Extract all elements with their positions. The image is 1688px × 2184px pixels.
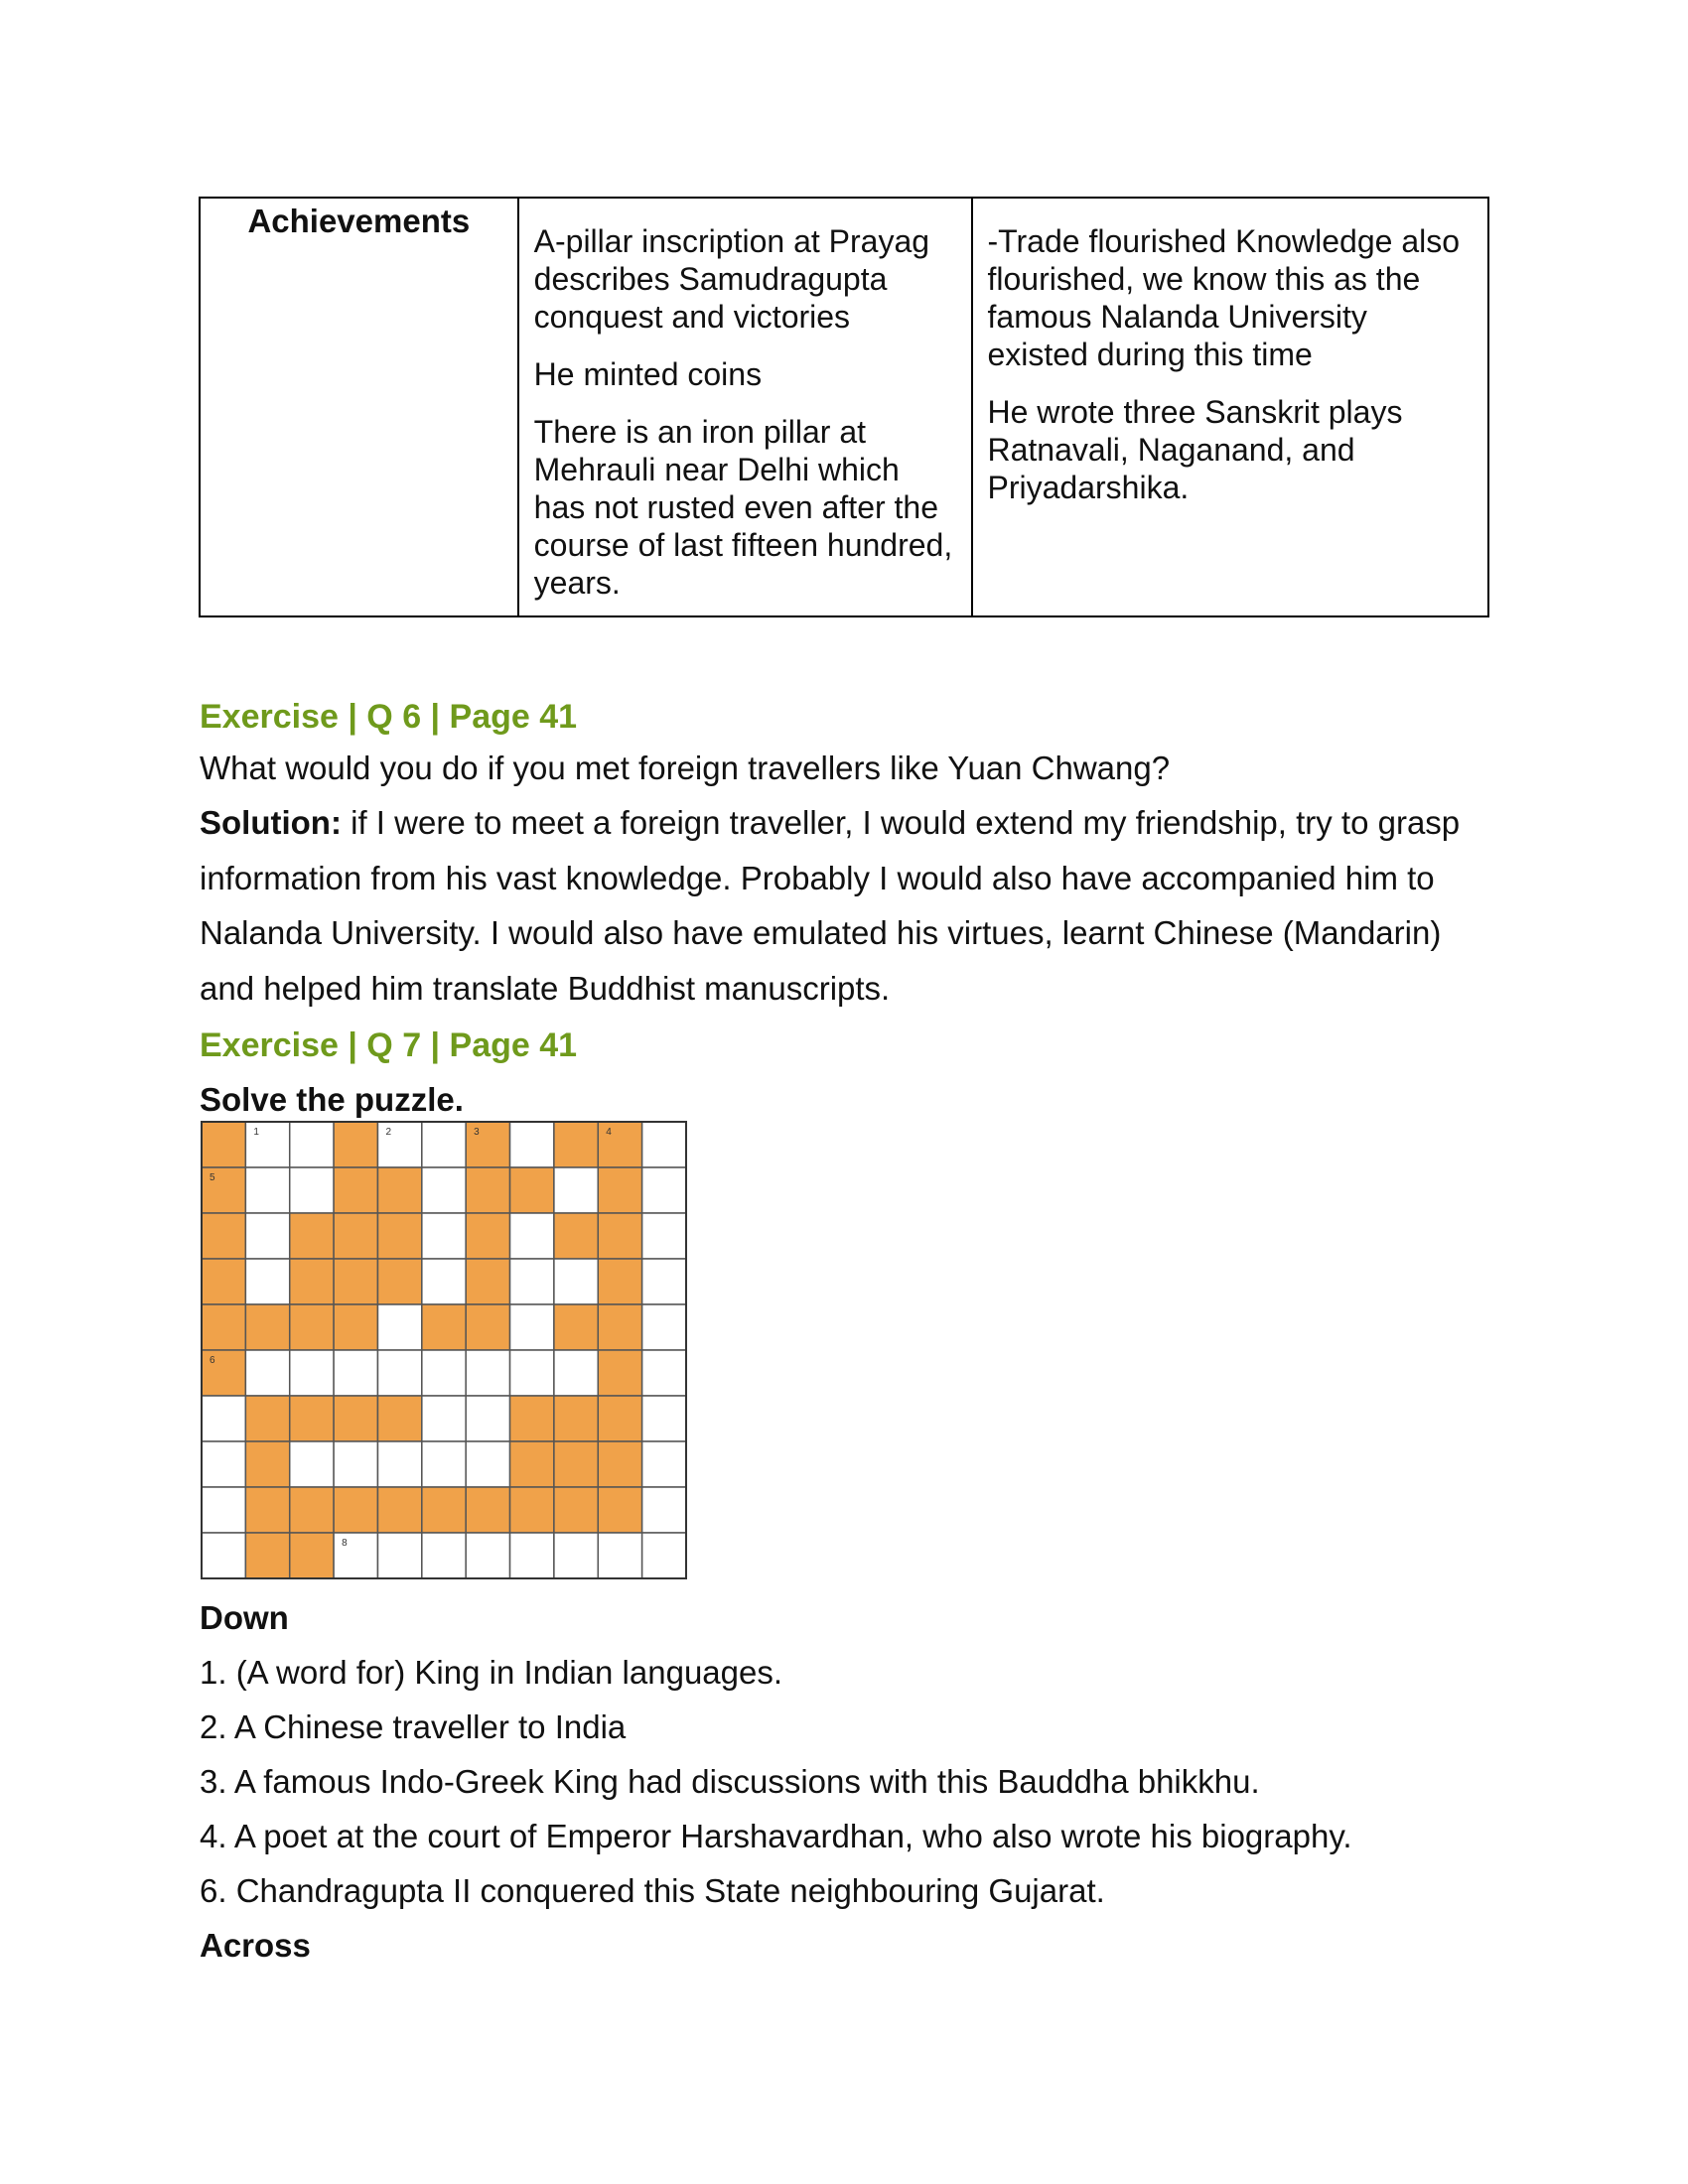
empty-cell [422, 1533, 466, 1578]
empty-cell [554, 1259, 598, 1304]
filled-cell [290, 1259, 334, 1304]
empty-cell [466, 1396, 509, 1441]
empty-cell [642, 1167, 686, 1213]
empty-cell [245, 1350, 289, 1396]
filled-cell [377, 1259, 421, 1304]
empty-cell [245, 1213, 289, 1259]
empty-cell [422, 1396, 466, 1441]
filled-cell [334, 1167, 377, 1213]
clue-number: 5 [210, 1172, 215, 1183]
harshavardhana-cell [972, 198, 1489, 616]
empty-cell [466, 1441, 509, 1487]
filled-cell [466, 1304, 509, 1350]
filled-cell [510, 1487, 554, 1533]
empty-cell [290, 1122, 334, 1167]
empty-cell [290, 1167, 334, 1213]
filled-cell [245, 1533, 289, 1578]
filled-cell [598, 1259, 641, 1304]
across-heading: Across [200, 1927, 311, 1964]
empty-cell [642, 1213, 686, 1259]
empty-cell [202, 1441, 245, 1487]
clue-number: 3 [474, 1127, 480, 1138]
filled-cell [466, 1167, 509, 1213]
filled-cell [554, 1122, 598, 1167]
filled-cell [202, 1350, 245, 1396]
filled-cell [377, 1487, 421, 1533]
empty-cell [245, 1122, 289, 1167]
row-label: Achievements [247, 203, 471, 239]
q7-heading: Exercise | Q 7 | Page 41 [200, 1026, 578, 1064]
filled-cell [554, 1441, 598, 1487]
down-clue: 6. Chandragupta II conquered this State neighbouring Gujarat. [200, 1872, 1105, 1909]
empty-cell [510, 1350, 554, 1396]
empty-cell [202, 1396, 245, 1441]
empty-cell [554, 1167, 598, 1213]
cell-paragraph: He minted coins [533, 356, 763, 392]
filled-cell [334, 1259, 377, 1304]
empty-cell [642, 1396, 686, 1441]
filled-cell [466, 1259, 509, 1304]
empty-cell [202, 1487, 245, 1533]
filled-cell [510, 1441, 554, 1487]
crossword-grid [201, 1121, 687, 1579]
empty-cell [642, 1122, 686, 1167]
clue-number: 6 [210, 1355, 215, 1366]
q6-question: What would you do if you met foreign travellers like Yuan Chwang? [200, 750, 1171, 786]
q6-solution [200, 795, 1500, 1016]
empty-cell [642, 1441, 686, 1487]
down-clue: 1. (A word for) King in Indian languages. [200, 1654, 783, 1691]
crossword-puzzle [201, 1121, 687, 1579]
filled-cell [377, 1396, 421, 1441]
empty-cell [422, 1167, 466, 1213]
filled-cell [334, 1213, 377, 1259]
down-heading: Down [200, 1599, 289, 1636]
achievements-table-grid [199, 197, 1489, 617]
down-clue: 3. A famous Indo-Greek King had discussions with this Bauddha bhikkhu. [200, 1763, 1260, 1800]
filled-cell [598, 1167, 641, 1213]
empty-cell [510, 1122, 554, 1167]
empty-cell [510, 1213, 554, 1259]
filled-cell [554, 1396, 598, 1441]
cell-paragraph: There is an iron pillar at Mehrauli near Delhi which has not rusted even after the course of last fifteen hundred, years. [533, 414, 953, 601]
filled-cell [290, 1487, 334, 1533]
filled-cell [466, 1213, 509, 1259]
filled-cell [245, 1304, 289, 1350]
empty-cell [334, 1441, 377, 1487]
filled-cell [334, 1122, 377, 1167]
puzzle-instruction: Solve the puzzle. [200, 1081, 464, 1118]
filled-cell [377, 1167, 421, 1213]
filled-cell [290, 1396, 334, 1441]
row-label-cell [200, 198, 518, 616]
empty-cell [510, 1259, 554, 1304]
samudragupta-cell [518, 198, 972, 616]
empty-cell [334, 1350, 377, 1396]
filled-cell [422, 1304, 466, 1350]
filled-cell [245, 1487, 289, 1533]
empty-cell [642, 1350, 686, 1396]
filled-cell [554, 1304, 598, 1350]
empty-cell [554, 1533, 598, 1578]
filled-cell [202, 1167, 245, 1213]
filled-cell [334, 1396, 377, 1441]
filled-cell [245, 1441, 289, 1487]
filled-cell [598, 1350, 641, 1396]
empty-cell [642, 1304, 686, 1350]
filled-cell [202, 1213, 245, 1259]
filled-cell [202, 1304, 245, 1350]
empty-cell [642, 1487, 686, 1533]
empty-cell [290, 1441, 334, 1487]
filled-cell [202, 1259, 245, 1304]
filled-cell [290, 1533, 334, 1578]
filled-cell [598, 1441, 641, 1487]
filled-cell [598, 1396, 641, 1441]
clue-number: 2 [385, 1127, 392, 1138]
cell-paragraph: He wrote three Sanskrit plays Ratnavali, Naganand, and Priyadarshika. [987, 394, 1403, 505]
empty-cell [598, 1533, 641, 1578]
empty-cell [202, 1533, 245, 1578]
empty-cell [377, 1441, 421, 1487]
empty-cell [422, 1259, 466, 1304]
empty-cell [422, 1122, 466, 1167]
filled-cell [510, 1167, 554, 1213]
filled-cell [554, 1213, 598, 1259]
empty-cell [466, 1350, 509, 1396]
filled-cell [290, 1213, 334, 1259]
filled-cell [554, 1487, 598, 1533]
empty-cell [510, 1533, 554, 1578]
filled-cell [245, 1396, 289, 1441]
empty-cell [245, 1167, 289, 1213]
filled-cell [202, 1122, 245, 1167]
filled-cell [334, 1487, 377, 1533]
filled-cell [334, 1304, 377, 1350]
filled-cell [598, 1487, 641, 1533]
empty-cell [290, 1350, 334, 1396]
filled-cell [290, 1304, 334, 1350]
empty-cell [642, 1533, 686, 1578]
filled-cell [598, 1304, 641, 1350]
empty-cell [554, 1350, 598, 1396]
solution-text: if I were to meet a foreign traveller, I would extend my friendship, try to grasp information from his vast knowledge. Probably I would also have accompanied him to Nalanda University. I would also have emulated his virtues, learnt Chinese (Mandarin) and helped him translate Buddhist manuscripts. [200, 804, 1461, 1007]
solution-label: Solution: [200, 804, 342, 841]
down-clue: 4. A poet at the court of Emperor Harshavardhan, who also wrote his biography. [200, 1818, 1352, 1854]
table-row [200, 198, 1488, 616]
empty-cell [642, 1259, 686, 1304]
cell-paragraph: A-pillar inscription at Prayag describes Samudragupta conquest and victories [533, 223, 930, 335]
empty-cell [377, 1350, 421, 1396]
filled-cell [466, 1487, 509, 1533]
empty-cell [245, 1259, 289, 1304]
empty-cell [377, 1533, 421, 1578]
filled-cell [422, 1487, 466, 1533]
empty-cell [377, 1122, 421, 1167]
filled-cell [598, 1122, 641, 1167]
empty-cell [334, 1533, 377, 1578]
empty-cell [377, 1304, 421, 1350]
empty-cell [466, 1533, 509, 1578]
filled-cell [377, 1213, 421, 1259]
filled-cell [510, 1396, 554, 1441]
empty-cell [422, 1213, 466, 1259]
clue-number: 1 [253, 1127, 259, 1138]
achievements-table [199, 197, 1489, 617]
cell-paragraph: -Trade flourished Knowledge also flourished, we know this as the famous Nalanda University existed during this time [987, 223, 1461, 372]
empty-cell [422, 1441, 466, 1487]
clue-number: 8 [342, 1538, 348, 1549]
q6-heading: Exercise | Q 6 | Page 41 [200, 698, 578, 736]
down-clue: 2. A Chinese traveller to India [200, 1708, 627, 1745]
empty-cell [422, 1350, 466, 1396]
filled-cell [466, 1122, 509, 1167]
filled-cell [598, 1213, 641, 1259]
clue-number: 4 [606, 1127, 612, 1138]
empty-cell [510, 1304, 554, 1350]
